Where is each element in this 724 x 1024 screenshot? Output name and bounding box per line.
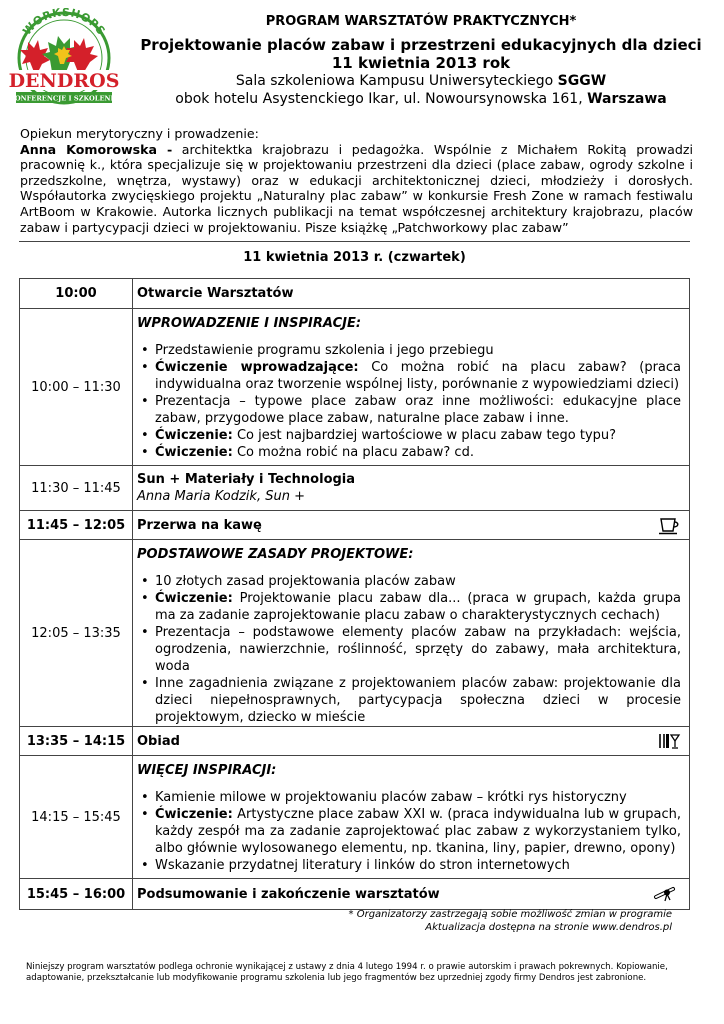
content-cell [133,511,690,540]
list-item [137,590,681,624]
agenda-list [137,789,681,874]
list-item [137,359,681,393]
content-cell [133,466,690,511]
update-note: Aktualizacja dostępna na stronie www.dendros.pl [425,922,672,933]
content-cell [133,309,690,466]
logo-brand: DENDROS [8,70,120,92]
list-item [137,789,681,806]
address-city: Warszawa [587,91,667,107]
row-title: Otwarcie Warsztatów [137,286,294,301]
logo-tagline: KONFERENCJE I SZKOLENIA [9,94,119,103]
content-cell [133,756,690,879]
item-text: Kamienie milowe w projektowaniu placów zabaw – krótki rys historyczny [155,790,627,805]
time-cell: 11:45 – 12:05 [20,511,133,540]
section-title: WIĘCEJ INSPIRACJI: [137,763,277,778]
time-cell: 14:15 – 15:45 [20,756,133,879]
divider [19,241,690,242]
agenda-list [137,573,681,726]
time-cell: 10:00 – 11:30 [20,309,133,466]
item-text: Inne zagadnienia związane z projektowaniem placów zabaw: projektowanie dla dzieci niepełnosprawnych, partycypacja społeczna dzieci w procesie projektowym, dziecko w mieście [155,676,681,725]
table-row [20,511,690,540]
dendros-logo [8,8,120,106]
copyright-footer: Niniejszy program warsztatów podlega ochronie wynikającej z ustawy z dnia 4 lutego 1994 r. o prawie autorskim i prawach pokrewnych. Kopiowanie, adaptowanie, przekształcanie lub modyfikowanie programu szkolenia lub jego fragmentów bez uprzedniej zgody firmy Dendros jest zabronione. [26,962,668,983]
address-text: obok hotelu Asystenckiego Ikar, ul. Nowoursynowska 161, [175,91,588,107]
cutlery-glass-icon [657,731,681,751]
item-text: Artystyczne place zabaw XXI w. (praca indywidualna lub w grupach, każdy zespół ma za zadanie zaprojektować plac zabaw z wykorzystaniem tylko, albo głównie wylosowanego elementu, np. tkanina, liny, papier, drewno, opony) [155,807,681,856]
time-cell: 15:45 – 16:00 [20,879,133,910]
table-row [20,309,690,466]
section-title: WPROWADZENIE I INSPIRACJE: [137,316,362,331]
diploma-scroll-icon [653,884,681,904]
item-text: Co można robić na placu zabaw? (praca indywidualna oraz tworzenie wspólnej listy, porównanie z wypowiedziami dzieci) [155,360,681,392]
row-title: Przerwa na kawę [137,517,262,533]
item-text: Przedstawienie programu szkolenia i jego przebiegu [155,343,494,358]
item-bold: Ćwiczenie: [155,807,233,822]
time-cell: 12:05 – 13:35 [20,540,133,727]
table-row [20,466,690,511]
instructor-bio [20,142,693,236]
time-cell: 11:30 – 11:45 [20,466,133,511]
instructor-bio-text: architektka krajobrazu i pedagożka. Wspólnie z Michałem Rokitą prowadzi pracownię k., która specjalizuje się w projektowaniu przestrzeni dla dzieci (place zabaw, ogrody szkolne i przedszkolne, wnętrza, wystawy) oraz w edukacji architektonicznej dzieci, młodzieży i dorosłych. Współautorka zwycięskiego projektu „Naturalny plac zabaw” w konkursie Fresh Zone w ramach festiwalu ArtBoom w Krakowie. Autorka licznych publikacji na temat współczesnej architektury krajobrazu, placów zabaw i partycypacji dzieci w projektowaniu. Pisze książkę „Patchworkowy plac zabaw” [20,141,693,235]
day-title: 11 kwietnia 2013 r. (czwartek) [243,250,466,265]
table-row [20,540,690,727]
logo-top-text: WORKSHOPS [20,8,108,38]
row-title: Sun + Materiały i Technologia [137,472,356,487]
item-text: Prezentacja – podstawowe elementy placów zabaw na przykładach: wejścia, ogrodzenia, nawierzchnie, roślinność, sprzęty do zabawy, mała architektura, woda [155,625,681,674]
section-title: PODSTAWOWE ZASADY PROJEKTOWE: [137,547,414,562]
row-title: Obiad [137,733,180,749]
schedule-table [19,278,690,910]
list-item [137,393,681,427]
venue-text: Sala szkoleniowa Kampusu Uniwersyteckiego [235,73,558,89]
item-text: Projektowanie placu zabaw dla... (praca w grupach, każda grupa ma za zadanie zaprojektowanie placu zabaw o charakterystycznych cechach) [155,591,681,623]
document-header [118,14,724,108]
item-bold: Ćwiczenie: [155,591,233,606]
workshop-title: Projektowanie placów zabaw i przestrzeni edukacyjnych dla dzieci [140,36,702,54]
item-text: 10 złotych zasad projektowania placów zabaw [155,574,456,589]
list-item [137,427,681,444]
table-row [20,879,690,910]
content-cell [133,279,690,309]
list-item [137,444,681,461]
list-item [137,857,681,874]
content-cell [133,540,690,727]
item-bold: Ćwiczenie: [155,445,233,460]
content-cell [133,879,690,910]
instructor-name: Anna Komorowska - [20,141,173,157]
list-item [137,573,681,590]
disclaimer-notes [349,908,672,934]
table-row [20,279,690,309]
item-text: Co można robić na placu zabaw? cd. [232,445,474,460]
item-bold: Ćwiczenie: [155,428,233,443]
instructor-section [20,126,693,235]
program-heading: PROGRAM WARSZTATÓW PRAKTYCZNYCH* [265,14,577,29]
item-text: Wskazanie przydatnej literatury i linków do stron internetowych [155,858,570,873]
list-item [137,806,681,857]
item-text: Prezentacja – typowe place zabaw oraz inne możliwości: edukacyjne place zabaw, przygodowe place zabaw, naturalne place zabaw i inne. [155,394,681,426]
venue-line [118,72,724,90]
list-item [137,342,681,359]
changes-note: * Organizatorzy zastrzegają sobie możliwość zmian w programie [348,909,672,920]
table-row [20,727,690,756]
address-line [118,90,724,108]
time-cell: 10:00 [20,279,133,309]
item-text: Co jest najbardziej wartościowe w placu zabaw tego typu? [232,428,617,443]
workshop-date: 11 kwietnia 2013 rok [331,54,511,72]
agenda-list [137,342,681,461]
list-item [137,675,681,726]
coffee-cup-icon [657,515,681,535]
table-row [20,756,690,879]
item-bold: Ćwiczenie wprowadzające: [155,360,359,375]
content-cell [133,727,690,756]
instructor-label: Opiekun merytoryczny i prowadzenie: [20,126,259,141]
time-cell: 13:35 – 14:15 [20,727,133,756]
row-title: Podsumowanie i zakończenie warsztatów [137,886,440,902]
list-item [137,624,681,675]
venue-bold: SGGW [557,73,607,89]
row-subtitle: Anna Maria Kodzik, Sun + [137,489,305,504]
